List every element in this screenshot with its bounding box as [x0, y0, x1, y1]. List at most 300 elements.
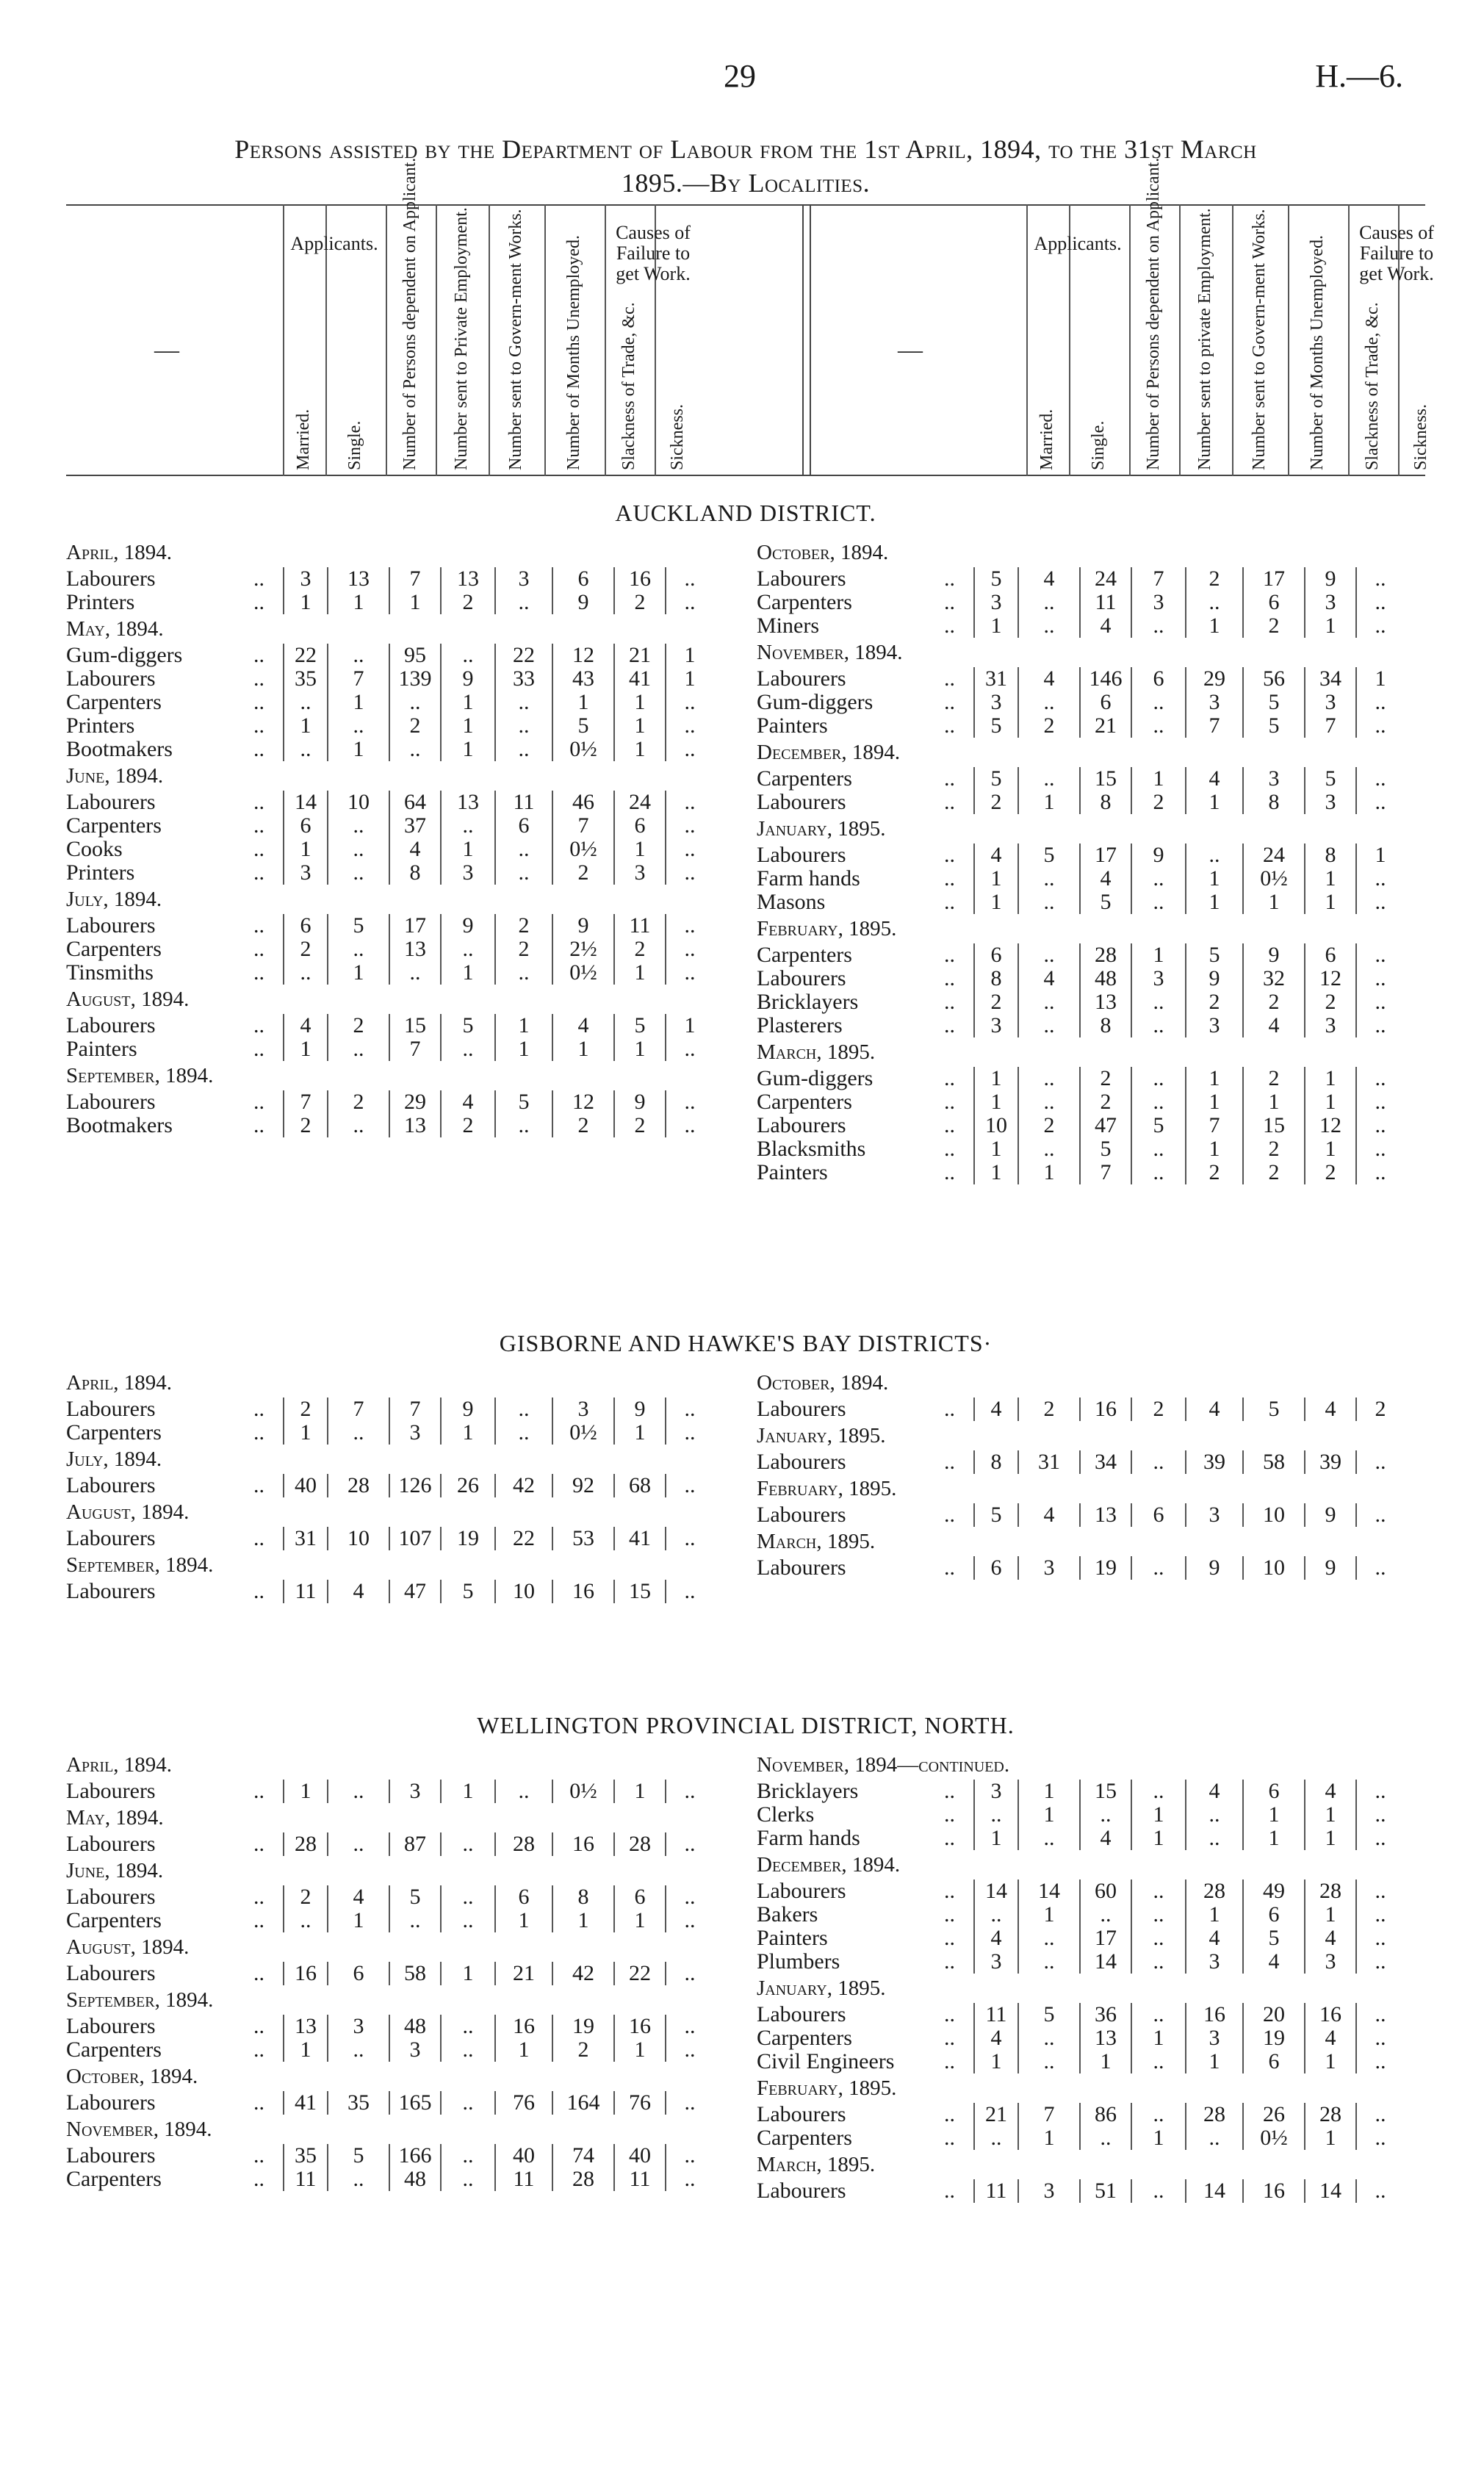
value-cell: .. [665, 1962, 713, 1985]
month-heading: February, 1895. [757, 917, 897, 940]
page-reference: H.—6. [1315, 58, 1403, 94]
value-cell: 32 [1242, 967, 1304, 990]
value-cell: .. [327, 1114, 389, 1137]
value-cell: 13 [1079, 2026, 1131, 2050]
value-cell: 1 [665, 644, 713, 667]
value-cell: 24 [1079, 567, 1131, 591]
value-cell: .. [440, 1885, 494, 1909]
value-cell: .. [1355, 1161, 1404, 1184]
table-row [757, 1114, 1418, 1137]
table-row [66, 914, 727, 938]
value-cell: 9 [1185, 1556, 1242, 1580]
value-cell: .. [1131, 1903, 1185, 1927]
month-heading: December, 1894. [757, 741, 901, 764]
value-cell: 1 [1185, 1137, 1242, 1161]
value-cell: .. [665, 1037, 713, 1061]
value-cell: .. [1079, 1903, 1131, 1927]
header-rule [1232, 204, 1233, 476]
value-cell: 3 [973, 691, 1017, 714]
leader-dots: .. [253, 643, 264, 667]
value-cell: 3 [973, 1950, 1017, 1974]
value-cell: 1 [613, 714, 665, 738]
value-cell: 6 [494, 814, 552, 838]
occupation: Labourers [757, 843, 846, 867]
value-cell: .. [1131, 1161, 1185, 1184]
value-cell: .. [665, 2015, 713, 2038]
table-row [757, 1780, 1418, 1803]
value-cell: .. [665, 838, 713, 861]
month-heading: April, 1894. [66, 1371, 173, 1395]
value-cell: 6 [1242, 1903, 1304, 1927]
value-cell: .. [440, 1909, 494, 1932]
value-cell: 6 [1079, 691, 1131, 714]
value-cell: .. [665, 1780, 713, 1803]
value-cell: 14 [1185, 2179, 1242, 2203]
value-cell: 0½ [552, 961, 613, 985]
value-cell: 46 [552, 791, 613, 814]
value-cell: .. [389, 691, 440, 714]
table-row [66, 667, 727, 691]
occupation: Carpenters [66, 2037, 162, 2062]
value-cell: 1 [665, 667, 713, 691]
value-cell: 9 [1304, 567, 1355, 591]
leader-dots: .. [253, 1885, 264, 1909]
value-cell: 2 [1185, 1161, 1242, 1184]
value-cell: 4 [283, 1014, 327, 1037]
occupation: Labourers [757, 566, 846, 591]
title-line-1: Persons assisted by the Department of Labour from the 1st April, 1894, to the 31st March [234, 134, 1257, 164]
value-cell: 4 [1304, 2026, 1355, 2050]
value-cell: 4 [1185, 1398, 1242, 1421]
occupation: Labourers [66, 1090, 156, 1114]
value-cell: 39 [1304, 1450, 1355, 1474]
table-row [66, 1832, 727, 1856]
month-heading: March, 1895. [757, 1040, 876, 1064]
table-row [757, 1803, 1418, 1827]
value-cell: 1 [440, 1780, 494, 1803]
month-heading: April, 1894. [66, 541, 173, 564]
value-cell: 7 [1131, 567, 1185, 591]
value-cell: .. [1017, 1950, 1079, 1974]
value-cell: 1 [973, 614, 1017, 638]
occupation: Farm hands [757, 866, 860, 891]
leader-dots: .. [944, 1503, 955, 1527]
value-cell: 3 [1017, 2179, 1079, 2203]
value-cell: 21 [613, 644, 665, 667]
value-cell: 1 [1017, 1780, 1079, 1803]
value-cell: 1 [1242, 1803, 1304, 1827]
table-row [66, 814, 727, 838]
leader-dots: .. [944, 943, 955, 967]
occupation: Gum-diggers [757, 1066, 874, 1090]
value-cell: 21 [1079, 714, 1131, 738]
header-causes: Causes of Failure to get Work. [1359, 222, 1434, 284]
value-cell: 3 [1017, 1556, 1079, 1580]
value-cell: 22 [494, 644, 552, 667]
value-cell: .. [665, 1909, 713, 1932]
leader-dots: .. [253, 1961, 264, 1985]
column-right [757, 538, 1418, 1184]
value-cell: 9 [440, 914, 494, 938]
value-cell: .. [327, 1832, 389, 1856]
value-cell: 6 [552, 567, 613, 591]
value-cell: 1 [613, 961, 665, 985]
header-government: Number sent to Govern-ment Works. [1250, 209, 1269, 470]
value-cell: 1 [973, 1067, 1017, 1090]
table-row [757, 1827, 1418, 1850]
value-cell: 1 [1304, 1067, 1355, 1090]
value-cell: .. [1017, 990, 1079, 1014]
value-cell: 92 [552, 1474, 613, 1497]
value-cell: 4 [1185, 1780, 1242, 1803]
occupation: Printers [66, 590, 135, 614]
leader-dots: .. [253, 1908, 264, 1932]
value-cell: 1 [613, 691, 665, 714]
value-cell: .. [327, 838, 389, 861]
value-cell: 1 [613, 838, 665, 861]
value-cell: 2 [973, 990, 1017, 1014]
leader-dots: .. [944, 990, 955, 1014]
value-cell: 7 [389, 1398, 440, 1421]
value-cell: .. [665, 1885, 713, 1909]
value-cell: 1 [440, 691, 494, 714]
header-rule [1288, 204, 1289, 476]
value-cell: 22 [283, 644, 327, 667]
table-row [757, 990, 1418, 1014]
value-cell: 1 [973, 1827, 1017, 1850]
value-cell: 2 [283, 1114, 327, 1137]
occupation: Labourers [757, 1879, 846, 1903]
value-cell: .. [1131, 1927, 1185, 1950]
column-left [66, 1750, 727, 2191]
header-married: Married. [1037, 409, 1056, 470]
value-cell: 3 [440, 861, 494, 885]
value-cell: .. [1017, 591, 1079, 614]
occupation: Labourers [66, 1961, 156, 1985]
value-cell: 3 [973, 1014, 1017, 1037]
occupation: Labourers [66, 2090, 156, 2115]
value-cell: 19 [552, 2015, 613, 2038]
header-private: Number sent to Private Employment. [452, 207, 471, 470]
value-cell: 13 [440, 791, 494, 814]
value-cell: .. [494, 691, 552, 714]
value-cell: .. [1131, 1137, 1185, 1161]
value-cell: .. [1017, 1067, 1079, 1090]
month-heading: July, 1894. [66, 1447, 162, 1471]
value-cell: 11 [283, 1580, 327, 1603]
value-cell: 1 [283, 1421, 327, 1445]
header-causes: Causes of Failure to get Work. [616, 222, 691, 284]
value-cell: 13 [440, 567, 494, 591]
occupation: Carpenters [66, 1420, 162, 1445]
occupation: Carpenters [66, 937, 162, 961]
leader-dots: .. [944, 766, 955, 791]
occupation: Carpenters [66, 2167, 162, 2191]
value-cell: 6 [494, 1885, 552, 1909]
value-cell: 1 [1185, 867, 1242, 891]
leader-dots: .. [944, 713, 955, 738]
value-cell: 1 [440, 961, 494, 985]
value-cell: 5 [1304, 767, 1355, 791]
value-cell: .. [665, 814, 713, 838]
header-rule [386, 204, 387, 476]
value-cell: 58 [1242, 1450, 1304, 1474]
value-cell: 51 [1079, 2179, 1131, 2203]
value-cell: .. [1355, 2179, 1404, 2203]
leader-dots: .. [944, 866, 955, 891]
value-cell: 17 [1079, 843, 1131, 867]
table-row [66, 938, 727, 961]
value-cell: .. [1355, 591, 1404, 614]
value-cell: 1 [494, 2038, 552, 2062]
value-cell: 13 [1079, 990, 1131, 1014]
month-heading: January, 1895. [757, 1424, 886, 1447]
value-cell: 3 [389, 1421, 440, 1445]
value-cell: 1 [1304, 1827, 1355, 1850]
value-cell: 3 [1185, 2026, 1242, 2050]
value-cell: 3 [1185, 1014, 1242, 1037]
table-row [66, 1962, 727, 1985]
month-heading: March, 1895. [757, 2153, 876, 2176]
header-months: Number of Months Unemployed. [1308, 235, 1327, 470]
table-row [66, 791, 727, 814]
value-cell: 7 [389, 1037, 440, 1061]
value-cell: 1 [283, 714, 327, 738]
value-cell: 1 [283, 1037, 327, 1061]
value-cell: 9 [1304, 1556, 1355, 1580]
value-cell: 43 [552, 667, 613, 691]
table-row [757, 1927, 1418, 1950]
value-cell: .. [665, 714, 713, 738]
value-cell: 8 [1079, 791, 1131, 814]
value-cell: .. [1185, 2126, 1242, 2150]
value-cell: .. [283, 1909, 327, 1932]
value-cell: .. [440, 814, 494, 838]
value-cell: 11 [1079, 591, 1131, 614]
value-cell: 2 [327, 1014, 389, 1037]
table-row [757, 1903, 1418, 1927]
value-cell: .. [1355, 714, 1404, 738]
value-cell: 2 [494, 914, 552, 938]
value-cell: 1 [1242, 1827, 1304, 1850]
value-cell: 6 [283, 914, 327, 938]
value-cell: 7 [1185, 714, 1242, 738]
value-cell: 11 [283, 2168, 327, 2191]
value-cell: 16 [1079, 1398, 1131, 1421]
month-heading: October, 1894. [757, 1371, 889, 1395]
value-cell: 2 [1017, 1398, 1079, 1421]
value-cell: 1 [613, 738, 665, 761]
occupation: Labourers [66, 1779, 156, 1803]
table-row [757, 791, 1418, 814]
header-rule [489, 204, 490, 476]
occupation: Carpenters [66, 813, 162, 838]
value-cell: 3 [494, 567, 552, 591]
table-row [757, 2126, 1418, 2150]
value-cell: 1 [283, 1780, 327, 1803]
month-heading: January, 1895. [757, 817, 886, 841]
value-cell: 2 [1131, 1398, 1185, 1421]
value-cell: 39 [1185, 1450, 1242, 1474]
value-cell: .. [1079, 1803, 1131, 1827]
leader-dots: .. [253, 666, 264, 691]
value-cell: 35 [283, 2144, 327, 2168]
value-cell: 14 [1017, 1880, 1079, 1903]
leader-dots: .. [944, 1013, 955, 1037]
value-cell: .. [1017, 1137, 1079, 1161]
value-cell: 3 [1242, 767, 1304, 791]
month-heading: June, 1894. [66, 764, 164, 788]
value-cell: .. [1185, 1803, 1242, 1827]
month-heading: February, 1895. [757, 2076, 897, 2100]
value-cell: 14 [973, 1880, 1017, 1903]
value-cell: .. [1355, 943, 1404, 967]
occupation: Labourers [66, 666, 156, 691]
value-cell: 6 [327, 1962, 389, 1985]
value-cell: .. [973, 1903, 1017, 1927]
value-cell: 6 [283, 814, 327, 838]
value-cell: 8 [1079, 1014, 1131, 1037]
value-cell: 3 [1185, 1503, 1242, 1527]
value-cell: 1 [973, 1090, 1017, 1114]
value-cell: 1 [973, 891, 1017, 914]
value-cell: .. [665, 1114, 713, 1137]
occupation: Labourers [757, 2102, 846, 2126]
value-cell: .. [973, 2126, 1017, 2150]
value-cell: 6 [1242, 1780, 1304, 1803]
value-cell: 1 [1304, 867, 1355, 891]
table-row [66, 1474, 727, 1497]
table-row [757, 867, 1418, 891]
value-cell: 1 [327, 691, 389, 714]
value-cell: 1 [440, 738, 494, 761]
value-cell: 12 [1304, 1114, 1355, 1137]
occupation: Masons [757, 890, 826, 914]
value-cell: .. [494, 1114, 552, 1137]
occupation: Labourers [757, 1503, 846, 1527]
value-cell: 1 [440, 1962, 494, 1985]
value-cell: .. [665, 738, 713, 761]
value-cell: 28 [494, 1832, 552, 1856]
header-months: Number of Months Unemployed. [564, 235, 583, 470]
month-heading: December, 1894. [757, 1853, 901, 1877]
value-cell: 10 [494, 1580, 552, 1603]
value-cell: 2 [613, 591, 665, 614]
value-cell: 3 [283, 861, 327, 885]
month-heading: November, 1894. [66, 2118, 212, 2141]
value-cell: .. [1355, 1780, 1404, 1803]
value-cell: 31 [1017, 1450, 1079, 1474]
value-cell: 6 [1131, 1503, 1185, 1527]
value-cell: 7 [1185, 1114, 1242, 1137]
value-cell: 14 [1079, 1950, 1131, 1974]
value-cell: 11 [494, 791, 552, 814]
value-cell: 7 [327, 1398, 389, 1421]
leader-dots: .. [944, 1949, 955, 1974]
leader-dots: .. [944, 966, 955, 990]
value-cell: .. [665, 1398, 713, 1421]
value-cell: 1 [1131, 767, 1185, 791]
occupation: Carpenters [757, 943, 852, 967]
value-cell: .. [494, 738, 552, 761]
value-cell: .. [1131, 1450, 1185, 1474]
value-cell: 1 [1017, 791, 1079, 814]
value-cell: 1 [1304, 1090, 1355, 1114]
value-cell: 56 [1242, 667, 1304, 691]
value-cell: 2 [552, 861, 613, 885]
value-cell: 16 [1304, 2003, 1355, 2026]
header-dash: — [154, 337, 179, 364]
value-cell: 4 [1017, 667, 1079, 691]
value-cell: .. [1131, 891, 1185, 914]
value-cell: 4 [973, 843, 1017, 867]
value-cell: .. [494, 714, 552, 738]
value-cell: .. [1355, 2126, 1404, 2150]
value-cell: 7 [389, 567, 440, 591]
value-cell: 1 [1304, 1903, 1355, 1927]
value-cell: 1 [1131, 2026, 1185, 2050]
table-row [757, 943, 1418, 967]
table-row [66, 838, 727, 861]
value-cell: .. [327, 1037, 389, 1061]
value-cell: 19 [1079, 1556, 1131, 1580]
value-cell: 41 [283, 2091, 327, 2115]
value-cell: 4 [440, 1090, 494, 1114]
value-cell: 9 [440, 1398, 494, 1421]
value-cell: 0½ [552, 1780, 613, 1803]
table-row [66, 1909, 727, 1932]
leader-dots: .. [253, 937, 264, 961]
leader-dots: .. [253, 1113, 264, 1137]
occupation: Labourers [66, 1526, 156, 1550]
table-row [66, 961, 727, 985]
value-cell: 2 [1079, 1090, 1131, 1114]
value-cell: .. [1017, 614, 1079, 638]
value-cell: 5 [552, 714, 613, 738]
value-cell: .. [665, 861, 713, 885]
table-row [66, 1580, 727, 1603]
month-heading: September, 1894. [66, 1064, 214, 1087]
leader-dots: .. [944, 1779, 955, 1803]
leader-dots: .. [253, 2090, 264, 2115]
value-cell: 16 [1242, 2179, 1304, 2203]
value-cell: 4 [1242, 1950, 1304, 1974]
table-row [757, 967, 1418, 990]
value-cell: 1 [1185, 1903, 1242, 1927]
value-cell: 6 [1242, 591, 1304, 614]
value-cell: 0½ [1242, 2126, 1304, 2150]
leader-dots: .. [253, 1397, 264, 1421]
value-cell: 6 [973, 943, 1017, 967]
value-cell: 26 [1242, 2103, 1304, 2126]
value-cell: .. [1017, 1927, 1079, 1950]
value-cell: 3 [552, 1398, 613, 1421]
leader-dots: .. [944, 890, 955, 914]
occupation: Labourers [757, 1113, 846, 1137]
value-cell: .. [283, 691, 327, 714]
value-cell: .. [1131, 614, 1185, 638]
occupation: Labourers [66, 2014, 156, 2038]
leader-dots: .. [253, 1526, 264, 1550]
table-row [757, 2003, 1418, 2026]
value-cell: .. [1131, 714, 1185, 738]
occupation: Farm hands [757, 1826, 860, 1850]
occupation: Painters [757, 713, 828, 738]
value-cell: .. [440, 1832, 494, 1856]
table-row [757, 2103, 1418, 2126]
leader-dots: .. [944, 790, 955, 814]
value-cell: .. [1017, 1014, 1079, 1037]
